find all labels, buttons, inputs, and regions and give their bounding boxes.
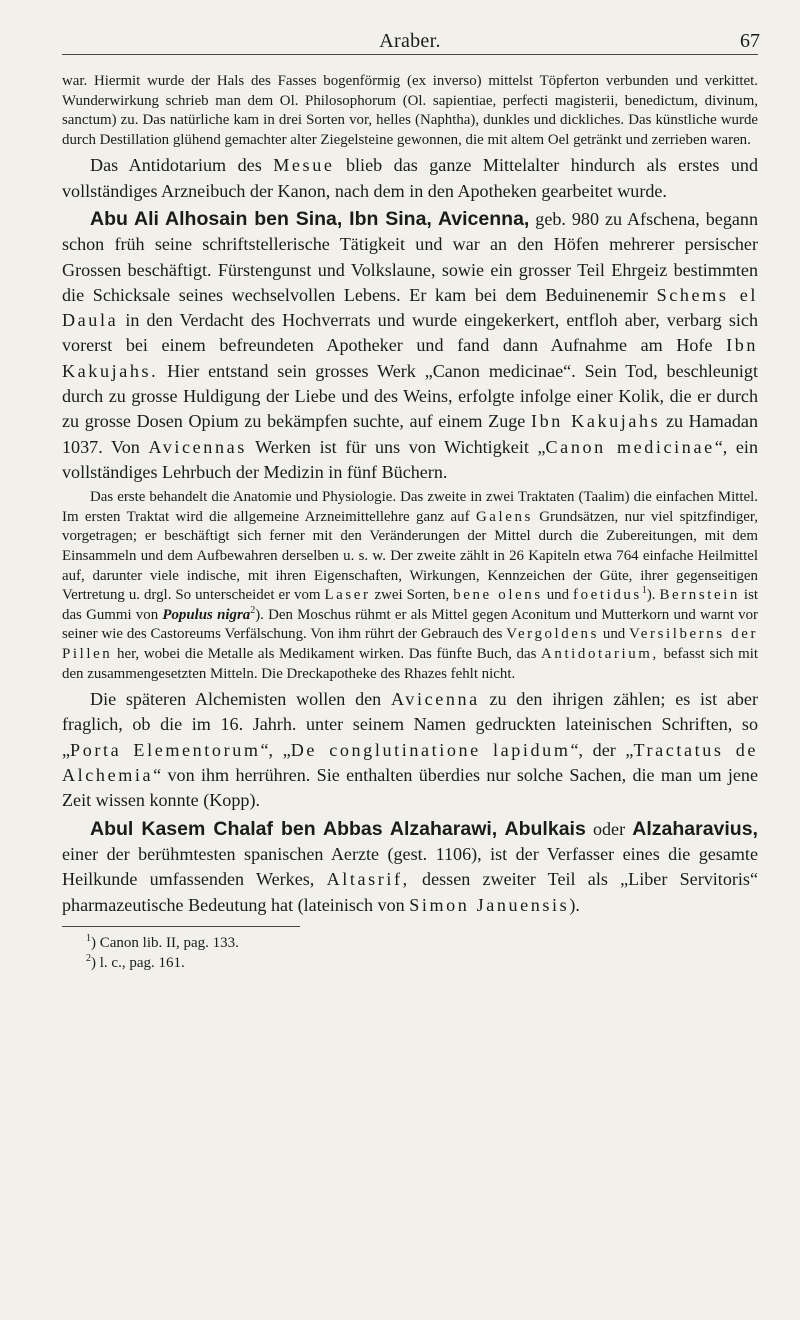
document-page xyxy=(62,30,758,973)
entry-heading-2: Abul Kasem Chalaf ben Abbas Alzaharawi, Abulkais xyxy=(90,817,586,840)
paragraph-avicenna: Abu Ali Alhosain ben Sina, Ibn Sina, Avicenna, geb. 980 zu Afschena, begann schon früh seine schriftstellerische Tätigkeit und war an den Höfen mehrerer persischer Grossen beschäftigt. Fürstengunst und Volkslaune, sowie ein grosser Teil Ehrgeiz bestimmten die Schicksale seines wechselvollen Lebens. Er kam bei dem Beduinenemir Schems el Daula in den Verdacht des Hochverrats und wurde eingekerkert, entfloh aber, verbarg sich vorerst bei einem befreundeten Apotheker und fand dann Aufnahme am Hofe Ibn Kakujahs. Hier entstand sein grosses Werk „Canon medicinae“. Sein Tod, beschleunigt durch zu grosse Huldigung der Liebe und des Weins, erfolgte infolge einer Kolik, die er durch zu grosse Dosen Opium zu bekämpfen suchte, auf einem Zuge Ibn Kakujahs zu Hamadan 1037. Von Avicennas Werken ist für uns von Wichtigkeit „Canon medicinae“, ein vollständiges Lehrbuch der Medizin in fünf Büchern. xyxy=(62,207,759,482)
paragraph-canon-books: Das erste behandelt die Anatomie und Physiologie. Das zweite in zwei Traktaten (Taalim) die einfachen Mittel. Im ersten Traktat wird die allgemeine Arzneimittellehre ganz auf Galens Grundsätzen, nur viel spitzfindiger, vorgetragen; er beschäftigt sich ferner mit den Veränderungen der Mittel durch die Zubereitungen, mit dem Einsammeln und dem Aufbewahren derselben u. s. w. Der zweite zählt in 26 Kapiteln etwa 764 einfache Heilmittel auf, darunter viele indische, mit ihren Eigenschaften, Wirkungen, Kennzeichen der Güte, ihrer gegenseitigen Vertretung u. drgl. So unterscheidet er vom Laser zwei Sorten, bene olens und foetidus$^1$). Bernstein ist das Gummi von Populus nigra$^2$). Den Moschus rühmt er als Mittel gegen Aconitum und Mutterkorn und warnt vor seiner wie des Castoreums Verfälschung. Von ihm rührt der Gebrauch des Vergoldens und Versilberns der Pillen her, wobei die Metalle als Medikament wirken. Das fünfte Buch, das Antidotarium, befasst sich mit den zusammengesetzten Mitteln. Die Dreckapotheke des Rhazes fehlt nicht. xyxy=(62,489,759,682)
footnotes xyxy=(86,933,758,973)
paragraph-alchemists: Die späteren Alchemisten wollen den Avicenna zu den ihrigen zählen; es ist aber fraglich, ob die im 16. Jahrh. unter seinem Namen gedruckten lateinischen Schriften, so „Porta Elementorum“, „De conglutinatione lapidum“, der „Tractatus de Alchemia“ von ihm herrühren. Sie enthalten überdies nur solche Sachen, die man um jene Zeit wissen konnte (Kopp). xyxy=(62,689,759,811)
footnote-rule xyxy=(62,926,300,927)
paragraph-abulkasis: Abul Kasem Chalaf ben Abbas Alzaharawi, Abulkais oder Alzaharavius, einer der berühmtesten spanischen Aerzte (gest. 1106), ist der Verfasser eines die gesamte Heilkunde umfassenden Werkes, Altasrif, dessen zweiter Teil als „Liber Servitoris“ pharmazeutische Bedeutung hat (lateinisch von Simon Januensis). xyxy=(62,817,758,915)
footnote-1: $^1$) Canon lib. II, pag. 133. xyxy=(86,932,239,951)
page-number: 67 xyxy=(740,30,760,52)
entry-heading: Abu Ali Alhosain ben Sina, Ibn Sina, Avicenna, xyxy=(90,207,530,230)
footnote-2: $^2$) l. c., pag. 161. xyxy=(86,952,185,971)
header-title: Araber. xyxy=(379,30,441,52)
footnote-ref-1: 1 xyxy=(641,585,647,597)
paragraph-1: war. Hiermit wurde der Hals des Fasses bogenförmig (ex inverso) mittelst Töpferton verbunden und verkittet. Wunderwirkung schrieb man dem Ol. Philosophorum (Ol. sapientiae, perfecti magisterii, benedictum, divinum, sanctum) zu. Das natürliche kam in drei Sorten vor, helles (Naphtha), dunkles und dickliches. Das künstliche wurde durch Destillation glühend gemachter alter Ziegelsteine gewonnen, die mit altem Oel getränkt und zerrieben waren. xyxy=(62,73,758,148)
running-header xyxy=(62,30,758,56)
footnote-ref-2: 2 xyxy=(250,604,256,616)
paragraph-2: Das Antidotarium des Mesue blieb das ganze Mittelalter hindurch als erstes und vollständiges Arzneibuch der Kanon, nach dem in den Apotheken gearbeitet wurde. xyxy=(62,155,759,201)
header-rule xyxy=(62,54,758,55)
